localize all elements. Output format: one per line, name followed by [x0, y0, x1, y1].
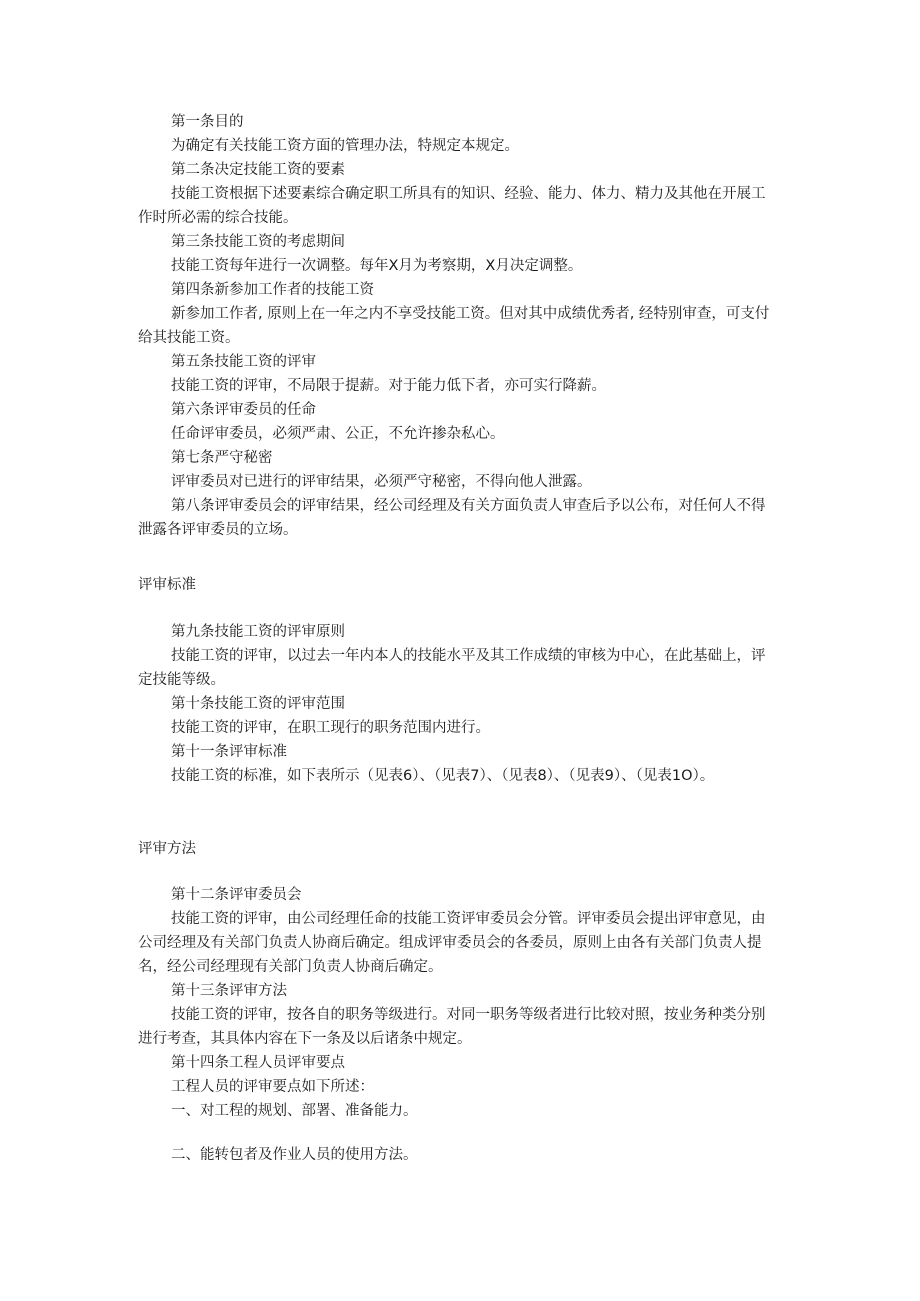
article-3-title: 第三条技能工资的考虑期间 — [171, 234, 345, 250]
section-heading-methods: 评审方法 — [138, 841, 196, 857]
section-heading-methods-wrap — [138, 837, 778, 861]
article-13-title: 第十三条评审方法 — [171, 983, 287, 999]
article-1-body: 为确定有关技能工资方面的管理办法，特规定本规定。 — [171, 138, 519, 154]
article-4-title: 第四条新参加工作者的技能工资 — [171, 282, 374, 298]
article-6-title: 第六条评审委员的任命 — [171, 402, 316, 418]
article-9-body: 技能工资的评审，以过去一年内本人的技能水平及其工作成绩的审核为中心，在此基础上，评定技能等级。 — [138, 648, 766, 688]
article-1-title: 第一条目的 — [171, 114, 244, 130]
article-13-body: 技能工资的评审，按各自的职务等级进行。对同一职务等级者进行比较对照，按业务种类分别进行考查，其具体内容在下一条及以后诸条中规定。 — [138, 1007, 766, 1047]
article-11-title: 第十一条评审标准 — [171, 744, 287, 760]
article-2-body: 技能工资根据下述要素综合确定职工所具有的知识、经验、能力、体力、精力及其他在开展工作时所必需的综合技能。 — [138, 186, 766, 226]
article-9-title: 第九条技能工资的评审原则 — [171, 624, 345, 640]
article-14-item-1: 一、对工程的规划、部署、准备能力。 — [171, 1103, 418, 1119]
article-10-title: 第十条技能工资的评审范围 — [171, 696, 345, 712]
article-5-body: 技能工资的评审，不局限于提薪。对于能力低下者，亦可实行降薪。 — [171, 378, 606, 394]
article-5-title: 第五条技能工资的评审 — [171, 354, 316, 370]
section-heading-standards-wrap — [138, 573, 778, 597]
section-standards — [138, 620, 778, 788]
article-6-body: 任命评审委员，必须严肃、公正，不允许掺杂私心。 — [171, 426, 505, 442]
article-8-body: 第八条评审委员会的评审结果，经公司经理及有关方面负责人审查后予以公布，对任何人不得泄露各评审委员的立场。 — [138, 498, 766, 538]
article-7-body: 评审委员对已进行的评审结果，必须严守秘密，不得向他人泄露。 — [171, 474, 592, 490]
article-10-body: 技能工资的评审，在职工现行的职务范围内进行。 — [171, 720, 490, 736]
article-11-body: 技能工资的标准，如下表所示（见表6）、（见表7）、（见表8）、（见表9）、（见表1O）。 — [171, 768, 715, 784]
section-methods-continued — [138, 1143, 778, 1167]
article-12-title: 第十二条评审委员会 — [171, 887, 302, 903]
section-methods — [138, 883, 778, 1123]
article-4-body: 新参加工作者, 原则上在一年之内不享受技能工资。但对其中成绩优秀者, 经特别审查，可支付给其技能工资。 — [138, 306, 770, 346]
article-3-body: 技能工资每年进行一次调整。每年X月为考察期，X月决定调整。 — [171, 258, 583, 274]
section-general-provisions — [138, 110, 778, 542]
article-2-title: 第二条决定技能工资的要素 — [171, 162, 345, 178]
article-12-body: 技能工资的评审，由公司经理任命的技能工资评审委员会分管。评审委员会提出评审意见，由公司经理及有关部门负责人协商后确定。组成评审委员会的各委员，原则上由各有关部门负责人提名，经公司经理现有关部门负责人协商后确定。 — [138, 911, 766, 975]
article-14-item-2: 二、能转包者及作业人员的使用方法。 — [171, 1147, 418, 1163]
article-14-intro: 工程人员的评审要点如下所述： — [171, 1079, 374, 1095]
article-14-title: 第十四条工程人员评审要点 — [171, 1055, 345, 1071]
article-7-title: 第七条严守秘密 — [171, 450, 273, 466]
section-heading-standards: 评审标准 — [138, 577, 196, 593]
